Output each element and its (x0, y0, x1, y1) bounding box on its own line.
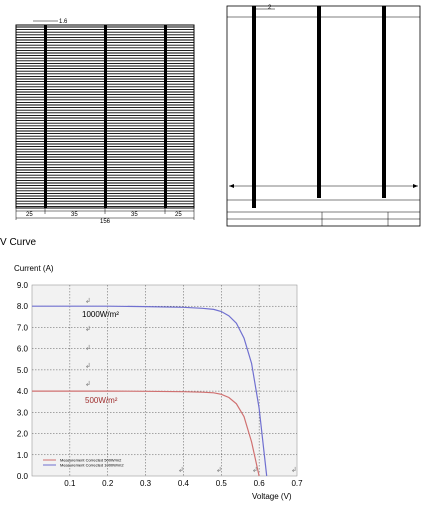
annotation-1000: 1000W/m² (82, 310, 119, 319)
x-tick-label: 0.3 (140, 479, 152, 488)
section-heading: V Curve (0, 237, 37, 248)
annotation-500: 500W/m² (85, 396, 118, 405)
y-tick-label: 1.0 (16, 450, 28, 460)
plot-area (32, 285, 297, 476)
y-tick-label: 3.0 (16, 408, 28, 418)
x-tick-label: 0.2 (102, 479, 114, 488)
y-tick-label: 8.0 (16, 302, 28, 312)
legend-label-500: Measurement Corrected 500W/m2 (60, 457, 122, 463)
return-arrow-icon: ↲ (178, 467, 184, 474)
return-arrow-icon: ↲ (291, 467, 297, 474)
x-tick-label: 0.6 (253, 479, 265, 488)
busbar-width-label: 1.6 (59, 19, 68, 25)
segment-label-2: 35 (71, 212, 78, 218)
y-tick-label: 0.0 (16, 472, 28, 481)
arrowhead-right (413, 184, 418, 188)
x-axis-ticks (64, 479, 303, 488)
return-arrow-icon: ↲ (85, 326, 91, 333)
y-tick-label: 4.0 (16, 387, 28, 397)
return-arrow-icon: ↲ (252, 467, 258, 474)
x-tick-label: 0.5 (215, 479, 227, 488)
side-busbar-left (252, 6, 256, 208)
y-tick-label: 2.0 (16, 429, 28, 439)
busbar-center (104, 25, 107, 208)
y-axis-ticks (17, 281, 29, 481)
y-tick-label: 5.0 (16, 365, 28, 375)
y-tick-label: 9.0 (16, 281, 28, 290)
legend-label-1000: Measurement Corrected 1000W/m2 (60, 462, 124, 468)
y-tick-label: 7.0 (16, 323, 28, 333)
segment-label-3: 35 (131, 212, 138, 218)
x-tick-label: 0.1 (64, 479, 76, 488)
return-arrow-icon: ↲ (85, 345, 91, 352)
side-busbar-center (317, 6, 321, 198)
cell-side-view (227, 5, 420, 226)
arrowhead-left (229, 184, 234, 188)
return-arrow-icon: ↲ (85, 381, 91, 388)
segment-label-4: 25 (175, 212, 182, 218)
return-arrow-icon: ↲ (216, 467, 222, 474)
return-arrow-icon: ↲ (85, 363, 91, 370)
x-tick-label: 0.7 (291, 479, 303, 488)
y-tick-label: 6.0 (16, 344, 28, 354)
iv-chart (14, 264, 303, 501)
side-busbar-right (382, 6, 386, 198)
x-tick-label: 0.4 (177, 479, 189, 488)
segment-label-1: 25 (26, 212, 33, 218)
overall-width-label: 156 (100, 219, 111, 225)
x-axis-label: Voltage (V) (252, 492, 292, 501)
return-arrow-icon: ↲ (85, 298, 91, 305)
busbar-left (44, 25, 47, 208)
side-thickness-label: 2 (268, 5, 272, 11)
cell-front-view (16, 19, 194, 225)
busbar-right (164, 25, 167, 208)
y-axis-label: Current (A) (14, 264, 54, 273)
